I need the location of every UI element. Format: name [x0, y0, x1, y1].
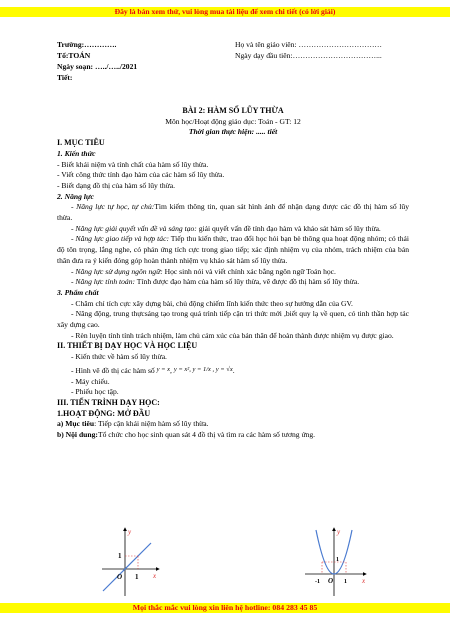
teach-date-field: Ngày dạy đầu tiên:……………………………...: [235, 51, 382, 60]
subsection-competence: 2. Năng lực: [57, 191, 94, 201]
graph-origin-label: O: [328, 577, 334, 585]
subsection-qualities: 3. Phẩm chất: [57, 287, 99, 297]
section-objectives: I. MỤC TIÊU: [57, 138, 105, 148]
graph-x-label: x: [362, 577, 366, 585]
competence-item: - Năng lực sử dụng ngôn ngữ: Học sinh nói và viết chính xác bằng ngôn ngữ Toán học.: [71, 266, 336, 276]
lesson-subject: Môn học/Hoạt động giáo dục: Toán - GT: 12: [165, 116, 301, 126]
quality-item: - Chăm chỉ tích cực xây dựng bài, chủ động chiếm lĩnh kiến thức theo sự hướng dẫn của GV.: [71, 298, 353, 308]
quality-item: - Rèn luyện tính tính trách nhiệm, làm chủ cảm xúc của bản thân để hoàn thành được nhiệm vụ được giao.: [71, 330, 394, 340]
competence-item: - Năng lực giao tiếp và hợp tác: Tiếp thu kiến thức, trao đổi học hỏi bạn bè thông qua hoạt động nhóm; có thái độ tôn trọng, lắng nghe, có phản ứng tích cực trong giao tiếp; xác định nhiệm vụ của nhóm, trách nhiệm của bản thân đưa ra ý kiến đóng góp hoàn thành nhiệm vụ khảo sát hàm số lũy thừa.: [57, 234, 409, 265]
activity-heading: 1.HOẠT ĐỘNG: MỞ ĐẦU: [57, 408, 151, 418]
graph-minus-one-label: -1: [315, 579, 320, 585]
prep-date-field: Ngày soạn: …../…../2021: [57, 62, 138, 71]
equipment-item: - Phiếu học tập.: [71, 387, 119, 397]
school-field: Trường:………….: [57, 40, 117, 49]
knowledge-item: - Biết khái niệm và tính chất của hàm số lũy thừa.: [57, 159, 209, 169]
preview-banner: Đây là bản xem thử, vui lòng mua tài liệu để xem chi tiết (có lời giải): [0, 7, 450, 17]
knowledge-item: - Biết dạng đồ thị của hàm số lũy thừa.: [57, 180, 175, 190]
department-field: Tổ:TOÁN: [57, 51, 91, 60]
equipment-item: - Máy chiếu.: [71, 376, 110, 386]
activity-content: b) Nội dung:Tổ chức cho học sinh quan sát 4 đồ thị và tìm ra các hàm số tương ứng.: [57, 430, 316, 440]
subsection-knowledge: 1. Kiến thức: [57, 148, 96, 158]
graph-linear: [97, 524, 167, 599]
document-header: [57, 40, 409, 95]
equipment-item: - Hình vẽ đồ thị các hàm số y = x, y = x², y = 1/x , y = √x.: [71, 365, 235, 375]
section-equipment: II. THIẾT BỊ DẠY HỌC VÀ HỌC LIỆU: [57, 341, 198, 351]
period-field: Tiết:: [57, 73, 73, 82]
formula-linear: y = x: [156, 365, 171, 373]
teacher-field: Họ và tên giáo viên: ……………………………: [235, 40, 383, 49]
graph-x-label: x: [153, 572, 157, 580]
graph-one-label: 1: [336, 557, 339, 563]
document-body: [57, 40, 409, 441]
graph-one-label: 1: [344, 579, 347, 585]
graph-one-label: 1: [118, 552, 122, 560]
quality-item: - Năng động, trung thựcsáng tạo trong quá trình tiếp cận tri thức mới ,biết quy lạ về quen, có tinh thần hợp tác xây dựng cao.: [57, 309, 409, 330]
graph-y-label: y: [128, 528, 132, 536]
equipment-item: - Kiến thức về hàm số lũy thừa.: [71, 352, 167, 362]
graph-origin-label: O: [117, 573, 123, 581]
section-procedure: III. TIẾN TRÌNH DẠY HỌC:: [57, 397, 160, 407]
function-graphs: [57, 524, 409, 604]
lesson-title: BÀI 2: HÀM SỐ LŨY THỪA: [182, 106, 284, 115]
graph-quadratic: [302, 524, 372, 599]
formula-list: y = x², y = 1/x , y = √x: [173, 365, 233, 373]
competence-item: - Năng lực tính toán: Tính được đạo hàm của hàm số lũy thừa, vẽ được đồ thị hàm số lũy thừa.: [71, 277, 360, 287]
activity-objective: a) Mục tiêu: Tiếp cận khái niệm hàm số lũy thừa.: [57, 419, 209, 429]
hotline-banner: Mọi thắc mắc vui lòng xin liên hệ hotline: 084 283 45 85: [0, 603, 450, 613]
lesson-time: Thời gian thực hiện: ..... tiết: [188, 127, 278, 137]
competence-item: - Năng lực tự học, tự chủ:Tìm kiếm thông tin, quan sát hình ảnh để nhận dạng được các đồ thị hàm số lũy thừa.: [57, 202, 410, 223]
graph-one-label: 1: [135, 573, 139, 581]
knowledge-item: - Viết công thức tính đạo hàm của các hàm số lũy thừa.: [57, 170, 225, 180]
graph-y-label: y: [337, 528, 341, 536]
competence-item: - Năng lực giải quyết vấn đề và sáng tạo: giải quyết vấn đề tính đạo hàm và khảo sát hàm số lũy thừa.: [71, 223, 381, 233]
